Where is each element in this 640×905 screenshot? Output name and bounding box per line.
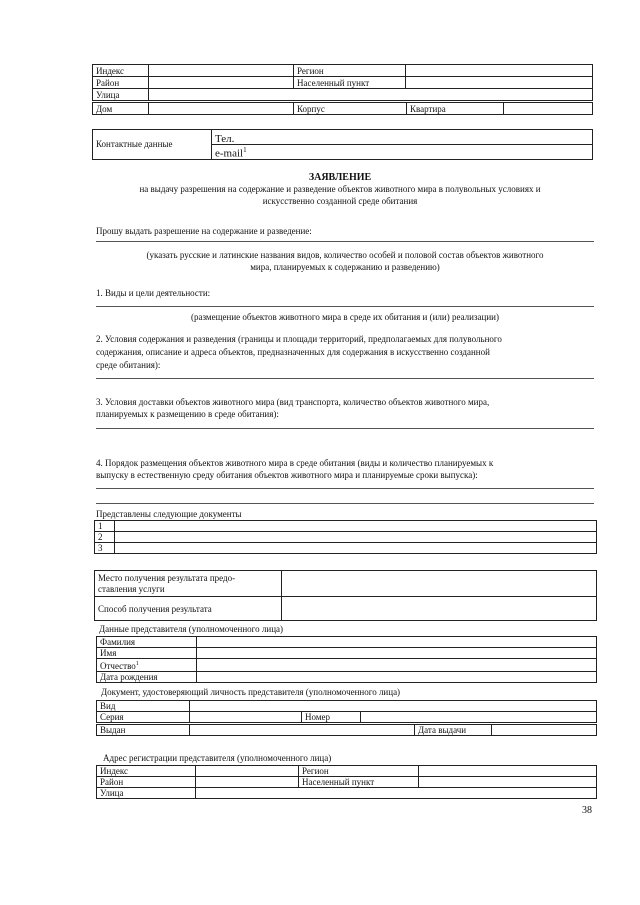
name-value[interactable] [197, 648, 597, 659]
building-label: Корпус [294, 103, 407, 115]
id-type-label: Вид [97, 701, 190, 712]
id-type-value[interactable] [190, 701, 597, 712]
documents-title: Представлены следующие документы [96, 509, 242, 519]
item4-answer-line-1[interactable] [96, 488, 594, 489]
index-value[interactable] [149, 65, 294, 77]
apartment-value[interactable] [504, 103, 593, 115]
result-place-value[interactable] [282, 571, 597, 597]
doc-num-2: 2 [95, 532, 115, 543]
id-document-table [96, 700, 597, 723]
surname-value[interactable] [197, 637, 597, 648]
patronymic-footnote-mark: 1 [135, 661, 139, 667]
rep-region-label: Регион [299, 766, 419, 777]
settlement-value[interactable] [406, 77, 593, 89]
doc-value-2[interactable] [115, 532, 597, 543]
item2-line-1: 2. Условия содержания и разведения (границы и площади территорий, предполагаемых для полувольного [96, 334, 502, 344]
patronymic-label [97, 659, 197, 672]
id-issue-date-label: Дата выдачи [415, 725, 492, 736]
address-rep-table [96, 765, 597, 799]
item3-line-2: планируемых к размещению в среде обитания): [96, 409, 279, 419]
email-field[interactable] [212, 145, 593, 160]
doc-num-1: 1 [95, 521, 115, 532]
request-text: Прошу выдать разрешение на содержание и разведение: [96, 226, 312, 236]
index-label: Индекс [93, 65, 149, 77]
phone-field[interactable] [212, 130, 593, 145]
email-footnote-mark: 1 [243, 146, 247, 154]
surname-label: Фамилия [97, 637, 197, 648]
request-line[interactable] [96, 241, 594, 242]
statement-title: ЗАЯВЛЕНИЕ [308, 172, 372, 183]
region-label: Регион [294, 65, 406, 77]
rep-street-value[interactable] [196, 788, 597, 799]
doc-value-1[interactable] [115, 521, 597, 532]
rep-index-value[interactable] [196, 766, 299, 777]
request-hint-1: (указать русские и латинские названия видов, количество особей и половой состав объектов животного [146, 250, 544, 260]
rep-street-label: Улица [97, 788, 196, 799]
email-label: e-mail [215, 147, 244, 160]
id-number-value[interactable] [361, 712, 597, 723]
doc-num-3: 3 [95, 543, 115, 554]
id-issued-value[interactable] [190, 725, 415, 736]
rep-settlement-label: Населенный пункт [299, 777, 419, 788]
id-issued-label: Выдан [97, 725, 190, 736]
id-issue-date-value[interactable] [492, 725, 597, 736]
rep-region-value[interactable] [419, 766, 597, 777]
street-label: Улица [93, 89, 149, 101]
birth-date-label: Дата рождения [97, 672, 197, 683]
statement-subtitle-1: на выдачу разрешения на содержание и разведение объектов животного мира в полувольных условиях и [139, 184, 541, 194]
item2-line-2: содержания, описание и адреса объектов, предназначенных для содержания в искусственно созданной [96, 347, 490, 357]
address-table-top [92, 64, 593, 101]
item1-hint: (размещение объектов животного мира в среде их обитания и (или) реализации) [191, 312, 499, 322]
contacts-table [92, 129, 593, 160]
patronymic-text: Отчество [100, 661, 136, 671]
id-number-label: Номер [302, 712, 361, 723]
result-method-value[interactable] [282, 597, 597, 621]
id-series-label: Серия [97, 712, 190, 723]
item3-line-1: 3. Условия доставки объектов животного мира (вид транспорта, количество объектов животного мира, [96, 397, 490, 407]
result-table [94, 570, 597, 621]
birth-date-value[interactable] [197, 672, 597, 683]
request-hint-2: мира, планируемых к содержанию и разведению) [250, 262, 440, 272]
apartment-label: Квартира [407, 103, 504, 115]
house-row [92, 102, 593, 115]
page-number: 38 [582, 805, 592, 816]
id-series-value[interactable] [190, 712, 302, 723]
item4-answer-line-2[interactable] [96, 503, 594, 504]
rep-district-value[interactable] [196, 777, 299, 788]
address-rep-title: Адрес регистрации представителя (уполномоченного лица) [103, 753, 332, 763]
house-label: Дом [93, 103, 149, 115]
documents-table [94, 520, 597, 554]
rep-settlement-value[interactable] [419, 777, 597, 788]
representative-table [96, 636, 597, 683]
statement-subtitle-2: искусственно созданной среде обитания [262, 196, 418, 206]
patronymic-value[interactable] [197, 659, 597, 672]
name-label: Имя [97, 648, 197, 659]
representative-title: Данные представителя (уполномоченного лица) [99, 624, 284, 634]
doc-value-3[interactable] [115, 543, 597, 554]
rep-index-label: Индекс [97, 766, 196, 777]
street-value[interactable] [149, 89, 593, 101]
item3-answer-line[interactable] [96, 428, 594, 429]
rep-district-label: Район [97, 777, 196, 788]
result-method-label: Способ получения результата [95, 597, 282, 621]
item2-answer-line[interactable] [96, 378, 594, 379]
item1-text: 1. Виды и цели деятельности: [96, 288, 211, 298]
id-document-title: Документ, удостоверяющий личность представителя (уполномоченного лица) [101, 687, 401, 697]
contacts-label: Контактные данные [93, 130, 212, 160]
result-place-label-1: Место получения результата предо- [98, 572, 236, 583]
item4-line-1: 4. Порядок размещения объектов животного мира в среде обитания (виды и количество планируемых к [96, 458, 494, 468]
item4-line-2: выпуску в естественную среду обитания объектов животного мира и планируемые сроки выпуска): [96, 470, 478, 480]
item2-line-3: среде обитания): [96, 360, 161, 370]
district-value[interactable] [149, 77, 294, 89]
region-value[interactable] [406, 65, 593, 77]
result-place-label [95, 571, 282, 597]
phone-label: Тел. [215, 133, 235, 145]
item1-line[interactable] [96, 306, 594, 307]
settlement-label: Населенный пункт [294, 77, 406, 89]
district-label: Район [93, 77, 149, 89]
house-value[interactable] [149, 103, 294, 115]
result-place-label-2: ставления услуги [98, 583, 165, 594]
id-issued-row [96, 724, 597, 736]
